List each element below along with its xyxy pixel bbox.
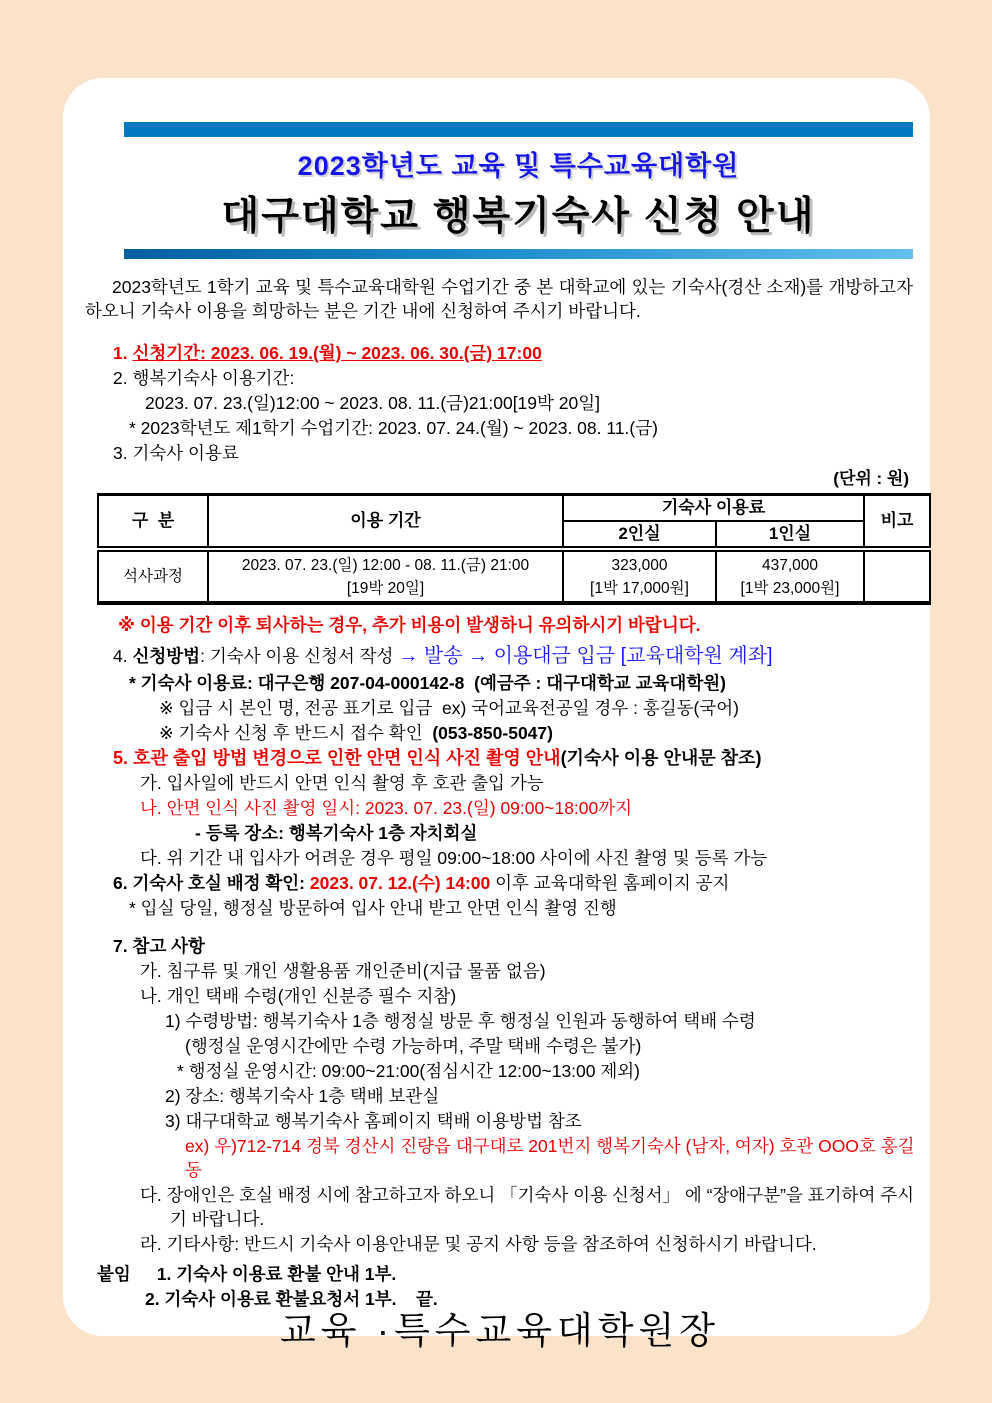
parcel-place-line: 2) 장소: 행복기숙사 1층 택배 보관실 [165, 1086, 440, 1106]
face-photo-item-c: 다. 위 기간 내 입사가 어려운 경우 평일 09:00~18:00 사이에 사진 촬영 및 등록 가능 [140, 848, 768, 868]
application-method-text: : 기숙사 이용 신청서 작성 [200, 646, 399, 666]
reference-title: 7. 참고 사항 [113, 936, 205, 956]
face-photo-title-line [113, 746, 915, 770]
application-method-label: 신청방법 [132, 646, 201, 666]
attachment-line1 [85, 1262, 915, 1286]
usage-period-label: 2. 행복기숙사 이용기간: [113, 368, 295, 388]
reference-item-b: 나. 개인 택배 수령(개인 신분증 필수 지참) [140, 986, 457, 1006]
header-top-bar [124, 122, 913, 137]
col-header-double-room: 2인실 [563, 521, 716, 549]
application-period-text: 신청기간: 2023. 06. 19.(월) ~ 2023. 06. 30.(금) 17:00 [132, 343, 542, 363]
face-photo-title: 5. 호관 출입 방법 변경으로 인한 안면 인식 사진 촬영 안내 [113, 748, 561, 768]
checkout-warning: ※ 이용 기간 이후 퇴사하는 경우, 추가 비용이 발생하니 유의하시기 바랍니다. [118, 615, 701, 635]
face-photo-title-ref: (기숙사 이용 안내문 참조) [560, 748, 762, 768]
confirm-note-text: ※ 기숙사 신청 후 반드시 접수 확인 [159, 723, 433, 743]
table-unit-note: (단위 : 원) [833, 469, 909, 488]
reference-item-d: 라. 기타사항: 반드시 기숙사 이용안내문 및 공지 사항 등을 참조하여 신청하시기 바랍니다. [140, 1234, 817, 1254]
attachments-block [85, 1262, 915, 1311]
cell-remark [864, 549, 930, 603]
cell-double-room-fee [563, 549, 716, 603]
document-title: 대구대학교 행복기숙사 신청 안내 [221, 195, 816, 238]
document-header [124, 122, 913, 259]
issuer-signature: 교육 ·특수교육대학원장 [279, 1310, 721, 1351]
document-panel [63, 78, 930, 1351]
semester-period-note: * 2023학년도 제1학기 수업기간: 2023. 07. 24.(월) ~ 2023. 08. 11.(금) [129, 418, 658, 438]
reference-item-c: 다. 장애인은 호실 배정 시에 참고하고자 하오니 「기숙사 이용 신청서」 에 “장애구분”을 표기하여 주시기 바랍니다. [140, 1185, 915, 1229]
col-header-fee-group: 기숙사 이용료 [563, 495, 864, 522]
attachments-label: 붙임 [97, 1264, 131, 1284]
col-header-single-room: 1인실 [716, 521, 864, 549]
fee-section-label: 3. 기숙사 이용료 [113, 443, 239, 463]
parcel-method-paren: (행정실 운영시간에만 수령 가능하며, 주말 택배 수령은 불가) [185, 1036, 642, 1056]
usage-period-dates: 2023. 07. 23.(일)12:00 ~ 2023. 08. 11.(금)21:00[19박 20일] [145, 393, 601, 413]
bank-account-line: * 기숙사 이용료: 대구은행 207-04-000142-8 (예금주 : 대구대학교 교육대학원) [129, 673, 726, 693]
application-period-line [113, 341, 915, 365]
parcel-homepage-line: 3) 대구대학교 행복기숙사 홈페이지 택배 이용방법 참조 [165, 1111, 582, 1131]
fee-table [97, 493, 931, 605]
item4-number: 4. [113, 646, 133, 666]
face-photo-item-a: 가. 입사일에 반드시 안면 인식 촬영 후 호관 출입 가능 [140, 773, 544, 793]
room-assignment-rest: 이후 교육대학원 홈페이지 공지 [490, 873, 730, 893]
reference-item-a: 가. 침구류 및 개인 생활용품 개인준비(지급 물품 없음) [140, 961, 546, 981]
room-assignment-note: * 입실 당일, 행정실 방문하여 입사 안내 받고 안면 인식 촬영 진행 [129, 898, 617, 918]
intro-paragraph: 2023학년도 1학기 교육 및 특수교육대학원 수업기간 중 본 대학교에 있는 기숙사(경산 소재)를 개방하고자 하오니 기숙사 이용을 희망하는 분은 기간 내에 신청하여 주시기 바랍니다. [85, 277, 913, 321]
confirm-note-line [159, 721, 915, 745]
fee-table-header-row1 [98, 495, 930, 522]
cell-period [208, 549, 563, 603]
double-room-nightly: [1박 17,000원] [590, 579, 689, 597]
fee-table-data-row [98, 549, 930, 603]
header-gradient-bar [124, 249, 913, 259]
col-header-period: 이용 기간 [208, 495, 563, 550]
confirm-phone-number: (053-850-5047) [432, 723, 553, 743]
document-body [85, 275, 915, 1351]
col-header-remark: 비고 [864, 495, 930, 550]
application-flow-text: → 발송 → 이용대금 입금 [교육대학원 계좌] [398, 645, 773, 667]
office-hours-note: * 행정실 운영시간: 09:00~21:00(점심시간 12:00~13:00 제외) [177, 1061, 641, 1081]
col-header-category: 구 분 [98, 495, 208, 550]
document-subtitle: 2023학년도 교육 및 특수교육대학원 [297, 151, 740, 181]
room-assignment-date: 2023. 07. 12.(수) 14:00 [309, 873, 491, 893]
face-photo-item-b: 나. 안면 인식 사진 촬영 일시: 2023. 07. 23.(일) 09:00~18:00까지 [140, 798, 633, 818]
cell-period-nights: [19박 20일] [346, 579, 425, 597]
parcel-method-line: 1) 수령방법: 행복기숙사 1층 행정실 방문 후 행정실 인원과 동행하여 택배 수령 [165, 1011, 756, 1031]
item1-number: 1. [113, 343, 133, 363]
application-method-line [113, 643, 915, 670]
deposit-name-note: ※ 입금 시 본인 명, 전공 표기로 입금 ex) 국어교육전공일 경우 : 홍길동(국어) [159, 698, 739, 718]
cell-category: 석사과정 [98, 549, 208, 603]
attachment-item2: 2. 기숙사 이용료 환불요청서 1부. 끝. [145, 1289, 438, 1309]
parcel-address-example: ex) 우)712-714 경북 경산시 진량읍 대구대로 201번지 행복기숙사 (남자, 여자) 호관 OOO호 홍길동 [185, 1136, 915, 1180]
single-room-nightly: [1박 23,000원] [740, 579, 840, 597]
double-room-total: 323,000 [611, 556, 668, 574]
face-photo-place: - 등록 장소: 행복기숙사 1층 자치회실 [195, 823, 478, 843]
room-assignment-label: 6. 기숙사 호실 배정 확인: [113, 873, 310, 893]
cell-single-room-fee [716, 549, 864, 603]
cell-period-dates: 2023. 07. 23.(일) 12:00 - 08. 11.(금) 21:00 [241, 556, 530, 574]
single-room-total: 437,000 [761, 556, 819, 574]
attachment-item1: 1. 기숙사 이용료 환불 안내 1부. [156, 1264, 397, 1284]
room-assignment-line [113, 871, 915, 895]
